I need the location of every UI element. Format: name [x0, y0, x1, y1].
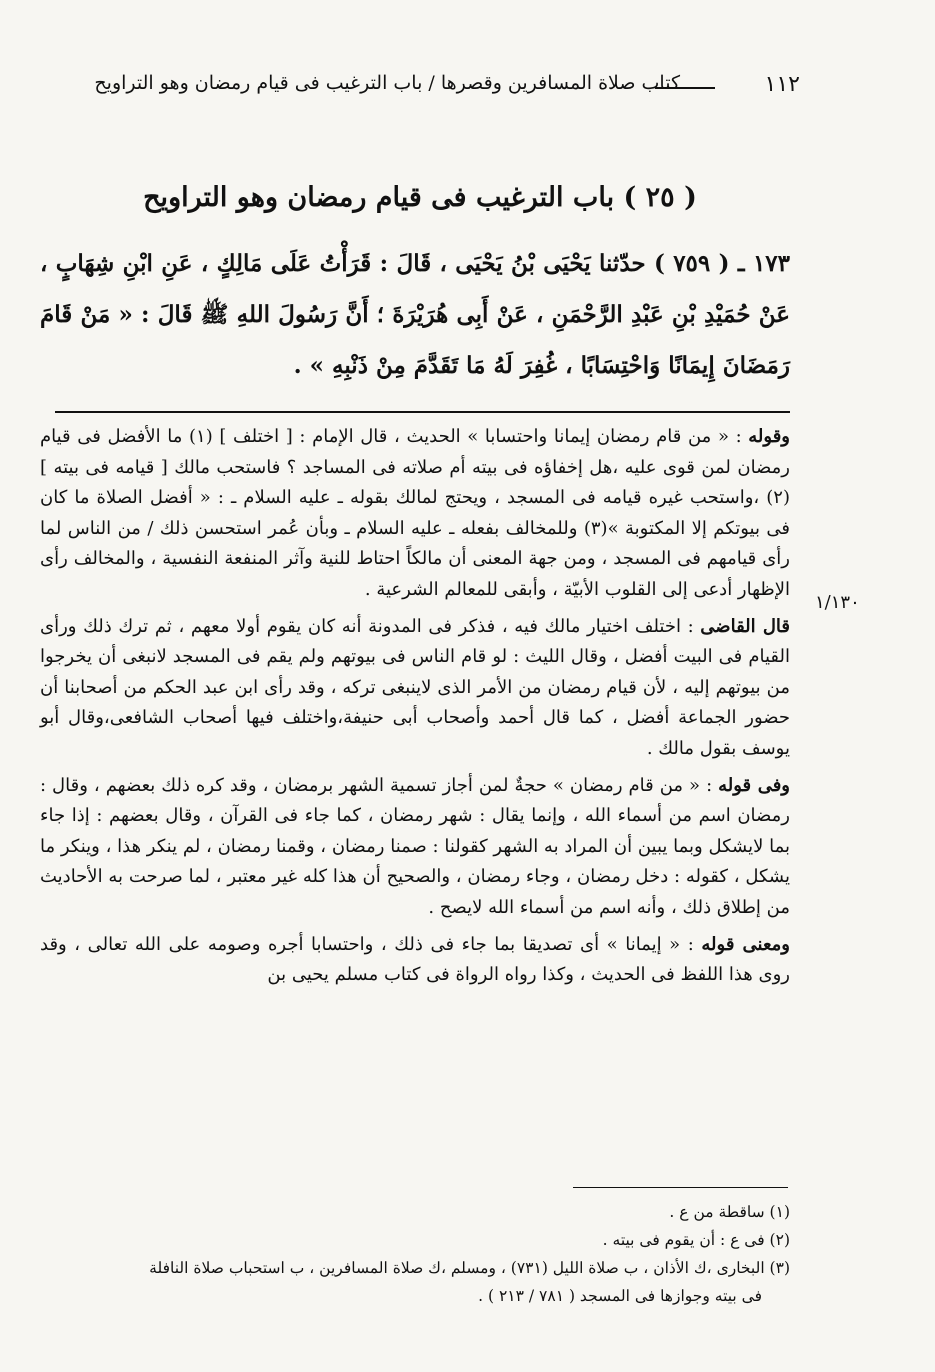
footnote: (٢) فى ع : أن يقوم فى بيته . [602, 1231, 790, 1249]
paragraph-lead: ومعنى قوله [701, 933, 790, 955]
hadith-text: ١٧٣ ـ ( ٧٥٩ ) حدّثنا يَحْيَى بْنُ يَحْيَى ، قَالَ : قَرَأْتُ عَلَى مَالِكٍ ، عَنِ ابْنِ شِهَابٍ ، عَنْ حُمَيْدِ بْنِ عَبْدِ الرَّحْمَنِ ، عَنْ أَبِى هُرَيْرَةَ ؛ أَنَّ رَسُولَ اللهِ ﷺ قَالَ : « مَنْ قَامَ رَمَضَانَ إِيمَانًا وَاحْتِسَابًا ، غُفِرَ لَهُ مَا تَقَدَّمَ مِنْ ذَنْبِهِ » . [40, 250, 790, 379]
paragraph-lead: قال القاضى [700, 615, 791, 637]
chapter-title: ( ٢٥ ) باب الترغيب فى قيام رمضان وهو التراويح [143, 182, 697, 213]
paragraph-lead: وقوله [748, 426, 790, 447]
page-number: ١١٢ [764, 72, 800, 97]
commentary-block [40, 422, 790, 997]
footnote: (٣) البخارى ،ك الأذان ، ب صلاة الليل (٧٣١) ، ومسلم ،ك صلاة المسافرين ، ب استحباب صلاة النافلة [149, 1259, 790, 1277]
footnote: (١) ساقطة من ع . [669, 1203, 790, 1221]
paragraph-text: : « من قام رمضان إيمانا واحتسابا » الحديث ، قال الإمام : [ اختلف ] (١) ما الأفضل فى قيام رمضان لمن قوى عليه ،هل إخفاؤه فى بيته أم صلاته فى المساجد ؟ فاستحب مالك [ قيامه فى بيته ] (٢) ،واستحب غيره قيامه فى المسجد ، ويحتج لمالك بقوله ـ عليه السلام ـ : « أفضل الصلاة ما كان فى بيوتكم إلا المكتوبة »(٣) وللمخالف بفعله ـ عليه السلام ـ وبأن عُمر استحسن ذلك / من الناس لما رأى قيامهم فى المسجد ، ومن جهة المعنى أن مالكاً احتاط للنية وآثر المنفعة النفسية ، والمخالف رأى الإظهار أدعى إلى القلوب الأبيّة ، وأبقى للمعالم الشرعية . [40, 426, 790, 600]
commentary-paragraph [40, 612, 790, 765]
paragraph-text: : اختلف اختيار مالك فيه ، فذكر فى المدونة أنه كان يقوم أولا معهم ، ثم ترك ذلك ورأى القيام فى البيت أفضل ، وقال الليث : لو قام الناس فى بيوتهم ولم يقم فى المسجد لانبغى أن يخرجوا من بيوتهم إليه ، لأن قيام رمضان من الأمر الذى لاينبغى تركه ، وقد رأى ابن عبد الحكم من أصحابنا أن حضور الجماعة أفضل ، كما قال أحمد وأصحاب أبى حنيفة،واختلف فيها أصحاب الشافعى،وقال أبو يوسف بقول مالك . [40, 615, 790, 759]
commentary-paragraph [40, 771, 790, 924]
footnote-continuation: فى بيته وجوازها فى المسجد ( ٧٨١ / ٢١٣ ) . [478, 1287, 762, 1305]
running-title: كتاب صلاة المسافرين وقصرها / باب الترغيب فى قيام رمضان وهو التراويح [94, 72, 680, 94]
footnotes [40, 1198, 790, 1310]
hadith-text-block [40, 238, 790, 391]
section-divider [55, 411, 790, 413]
commentary-paragraph [40, 422, 790, 606]
paragraph-text: : « إيمانا » أى تصديقا بما جاء فى ذلك ، واحتسابا أجره وصومه على الله تعالى ، وقد روى هذا اللفظ فى الحديث ، وكذا رواه الرواة فى كتاب مسلم يحيى بن [40, 933, 790, 986]
margin-reference: ١/١٣٠ [815, 592, 860, 613]
paragraph-lead: وفى قوله [718, 774, 790, 796]
page-header [30, 62, 800, 102]
paragraph-text: : « من قام رمضان » حجةٌ لمن أجاز تسمية الشهر برمضان ، وقد كره ذلك بعضهم ، وقال : رمضان اسم من أسماء الله ، وإنما يقال : شهر رمضان ، كما جاء فى القرآن ، وقال بعضهم : إذا جاء بما لايشكل وبما يبين أن المراد به الشهر كقولنا : صمنا رمضان ، وقمنا رمضان ، لم ينكر هذا ، وينكر ما يشكل ، كقوله : دخل رمضان ، وجاء رمضان ، والصحيح أن هذا كله غير معتبر ، لما صرحت به الأحاديث من إطلاق ذلك ، وأنه اسم من أسماء الله لايصح . [40, 774, 790, 918]
footnote-divider [573, 1187, 788, 1188]
commentary-paragraph [40, 930, 790, 991]
